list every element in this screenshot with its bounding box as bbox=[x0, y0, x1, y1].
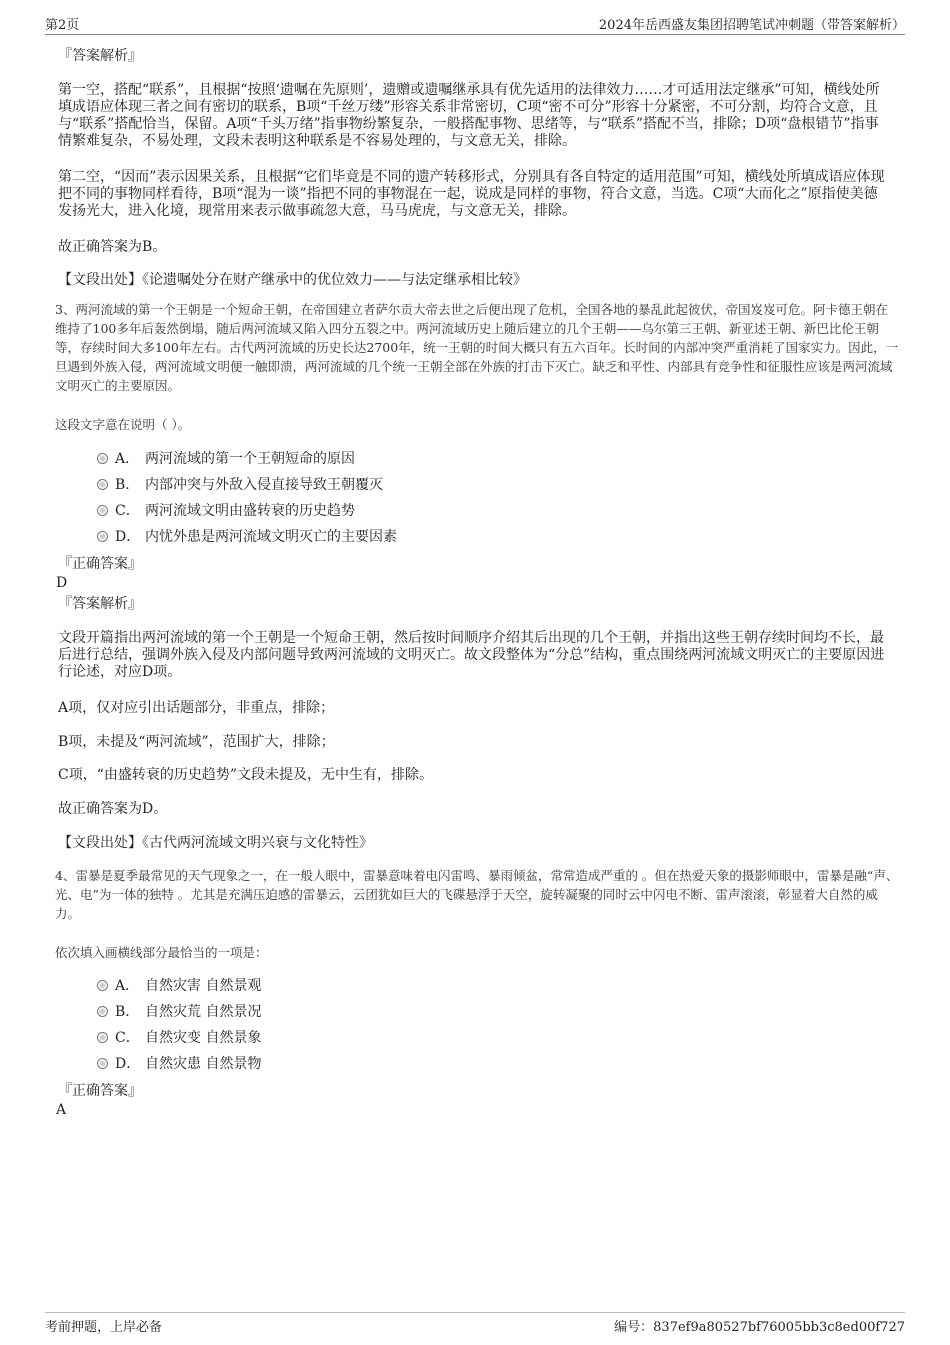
q2-analysis-para1: 第一空，搭配“联系”，且根据“按照‘遗嘱在先原则’，遗赠或遗嘱继承具有优先适用的法律效力……才可适用法定继承”可知，横线处所填成语应体现三者之间有密切的联系，B项“千丝万缕”形容关系非常密切，C项“密不可分”形容十分紧密，不可分割，均符合文意，且与“联系”搭配恰当，保留。A项“千头万绪”指事物纷繁复杂，一般搭配事物、思绪等，与“联系”搭配不当，排除；D项“盘根错节”指事情繁难复杂，不易处理，文段未表明这种联系是不容易处理的，与文意无关，排除。 bbox=[58, 82, 880, 149]
q3-stem: 3、两河流域的第一个王朝是一个短命王朝，在帝国建立者萨尔贡大帝去世之后便出现了危机，全国各地的暴乱此起彼伏，帝国岌岌可危。阿卡德王朝在维持了100多年后轰然倒塌，随后两河流域又陷入四分五裂之中。两河流域历史上随后建立的几个王朝——乌尔第三王朝、新亚述王朝、新巴比伦王朝等，存续时间大多100年左右。古代两河流域的历史长达2700年，统一王朝的时间大概只有五六百年。长时间的内部冲突严重消耗了国家实力。因此，一旦遇到外族入侵，两河流域文明便一触即溃，两河流域的几个统一王朝全部在外族的打击下灭亡。缺乏和平性、内部具有竞争性和征服性应该是两河流域文明灭亡的主要原因。 bbox=[55, 302, 899, 393]
radio-icon[interactable] bbox=[97, 531, 108, 542]
q3-option-d[interactable]: D． 内忧外患是两河流域文明灭亡的主要因素 bbox=[97, 528, 397, 546]
q3-prompt: 这段文字意在说明（ ）。 bbox=[55, 417, 191, 432]
q2-analysis-label: 『答案解析』 bbox=[58, 48, 142, 64]
q4-option-b[interactable]: B． 自然灾荒 自然景况 bbox=[97, 1003, 261, 1021]
radio-icon[interactable] bbox=[97, 1058, 108, 1069]
radio-icon[interactable] bbox=[97, 505, 108, 516]
q4-option-d[interactable]: D． 自然灾患 自然景物 bbox=[97, 1055, 261, 1073]
q3-analysis-c: C项，“由盛转衰的历史趋势”文段未提及，无中生有，排除。 bbox=[58, 767, 434, 783]
q3-answer-label: 『正确答案』 bbox=[58, 556, 142, 572]
q4-option-c[interactable]: C． 自然灾变 自然景象 bbox=[97, 1029, 261, 1047]
document-title: 2024年岳西盛友集团招聘笔试冲刺题（带答案解析） bbox=[598, 18, 905, 33]
q2-analysis-para2: 第二空，“因而”表示因果关系，且根据“它们毕竟是不同的遗产转移形式，分别具有各自特定的适用范围”可知，横线处所填成语应体现把不同的事物同样看待，B项“混为一谈”指把不同的事物混在一起，说成是同样的事物，符合文意，当选。C项“大而化之”原指使美德发扬光大，进入化境，现常用来表示做事疏忽大意，马马虎虎，与文意无关，排除。 bbox=[58, 169, 885, 219]
q4-stem: 4、雷暴是夏季最常见的天气现象之一，在一般人眼中，雷暴意味着电闪雷鸣、暴雨倾盆，常常造成严重的 。但在热爱天象的摄影师眼中，雷暴是融“声、光、电”为一体的独特 。尤其是充满压迫感的雷暴云，云团犹如巨大的飞碟悬浮于天空，旋转凝聚的同时云中闪电不断、雷声滚滚，彰显着大自然的威力。 bbox=[55, 868, 899, 921]
radio-icon[interactable] bbox=[97, 1006, 108, 1017]
page-number: 第2页 bbox=[45, 18, 80, 33]
page-footer bbox=[45, 1312, 905, 1338]
q4-answer-label: 『正确答案』 bbox=[58, 1083, 142, 1099]
q3-analysis-main: 文段开篇指出两河流域的第一个王朝是一个短命王朝，然后按时间顺序介绍其后出现的几个王朝，并指出这些王朝存续时间均不长，最后进行总结，强调外族入侵及内部问题导致两河流域的文明灭亡。故文段整体为“分总”结构，重点围绕两河流域文明灭亡的主要原因进行论述，对应D项。 bbox=[58, 630, 885, 680]
q3-answer: D bbox=[56, 575, 68, 591]
radio-icon[interactable] bbox=[97, 453, 108, 464]
footer-slogan: 考前押题，上岸必备 bbox=[45, 1320, 163, 1335]
radio-icon[interactable] bbox=[97, 980, 108, 991]
q4-prompt: 依次填入画横线部分最恰当的一项是： bbox=[55, 945, 268, 960]
q3-option-c[interactable]: C． 两河流域文明由盛转衰的历史趋势 bbox=[97, 502, 355, 520]
page-header bbox=[45, 14, 905, 35]
q3-source: 【文段出处】《古代两河流域文明兴衰与文化特性》 bbox=[58, 835, 373, 851]
q4-answer: A bbox=[56, 1102, 67, 1118]
document-id: 编号：837ef9a80527bf76005bb3c8ed00f727 bbox=[614, 1320, 905, 1335]
radio-icon[interactable] bbox=[97, 1032, 108, 1043]
q2-source: 【文段出处】《论遗嘱处分在财产继承中的优位效力——与法定继承相比较》 bbox=[58, 272, 527, 288]
q3-analysis-label: 『答案解析』 bbox=[58, 596, 142, 612]
q4-option-a[interactable]: A． 自然灾害 自然景观 bbox=[97, 977, 261, 995]
q3-analysis-b: B项，未提及“两河流域”，范围扩大，排除； bbox=[58, 734, 335, 750]
q3-option-b[interactable]: B． 内部冲突与外敌入侵直接导致王朝覆灭 bbox=[97, 476, 383, 494]
q3-option-a[interactable]: A． 两河流域的第一个王朝短命的原因 bbox=[97, 450, 355, 468]
q3-analysis-a: A项，仅对应引出话题部分，非重点，排除； bbox=[58, 700, 335, 716]
q3-conclusion: 故正确答案为D。 bbox=[58, 801, 168, 817]
radio-icon[interactable] bbox=[97, 479, 108, 490]
q2-conclusion: 故正确答案为B。 bbox=[58, 239, 167, 255]
